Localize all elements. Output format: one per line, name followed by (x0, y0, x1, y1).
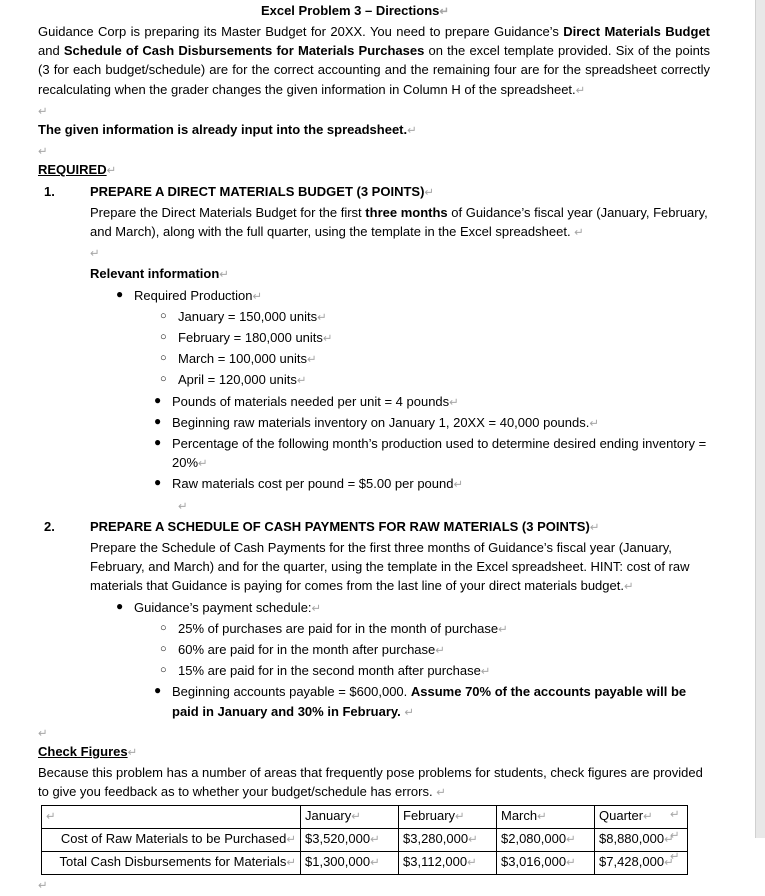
payment-term-month-after (38, 640, 710, 661)
payment-schedule-label: Guidance’s payment schedule: (134, 599, 312, 615)
paragraph-mark: ↵ (498, 623, 508, 636)
requirement-2-heading-text: PREPARE A SCHEDULE OF CASH PAYMENTS FOR RAW MATERIALS (3 POINTS) (90, 518, 590, 534)
paragraph-mark: ↵ (664, 833, 674, 846)
table-header-march-text: March (501, 807, 538, 823)
given-information-note (38, 120, 710, 141)
paragraph-mark: ↵ (436, 787, 446, 800)
accounts-payable-bold-text: Assume 70% of the accounts payable will be paid in January and 30% in February. (172, 684, 687, 719)
fact-cost-per-pound-text: Raw materials cost per pound = $5.00 per pound (172, 476, 454, 492)
check-figures-intro (38, 763, 710, 803)
fact-cost-per-pound (38, 474, 710, 495)
bullet-icon: ● (154, 683, 162, 698)
paragraph-mark: ↵ (453, 479, 464, 492)
bullet-icon: ● (154, 392, 162, 407)
paragraph-mark: ↵ (449, 396, 459, 409)
requirement-1-body-a: Prepare the Direct Materials Budget for the first (90, 204, 366, 220)
cell-cost-january-value: $3,520,000 (305, 830, 371, 846)
page-title-text: Excel Problem 3 – Directions (260, 3, 440, 18)
hollow-bullet-icon: ○ (160, 331, 167, 344)
intro-text-c: and (38, 43, 64, 59)
row-label-cost-of-raw-materials (42, 828, 301, 851)
blank-line (38, 723, 710, 742)
row-label-disbursements-text: Total Cash Disbursements for Materials (59, 853, 287, 869)
cell-cost-january (301, 828, 399, 851)
production-february-text: February = 180,000 units (178, 330, 323, 346)
paragraph-mark: ↵ (670, 808, 680, 821)
paragraph-mark: ↵ (286, 856, 296, 869)
payment-term-3-text: 15% are paid for in the second month after purchase (178, 663, 481, 679)
requirement-1-heading (38, 182, 710, 203)
row-label-cost-text: Cost of Raw Materials to be Purchased (60, 830, 287, 846)
production-item-january (38, 307, 710, 328)
hollow-bullet-icon: ○ (160, 309, 167, 322)
cell-cost-march (497, 828, 595, 851)
paragraph-mark: ↵ (480, 666, 491, 679)
required-heading (38, 160, 710, 181)
blank-line (38, 496, 710, 517)
table-header-march (497, 805, 595, 828)
paragraph-mark: ↵ (252, 290, 263, 303)
paragraph-mark: ↵ (46, 810, 56, 823)
blank-line (38, 101, 710, 120)
fact-ending-inventory-percent (38, 434, 710, 474)
cell-cost-february-value: $3,280,000 (403, 830, 469, 846)
paragraph-mark: ↵ (664, 856, 674, 869)
requirement-1-heading-text: PREPARE A DIRECT MATERIALS BUDGET (3 POINTS) (90, 183, 425, 199)
paragraph-mark: ↵ (670, 850, 680, 863)
paragraph-mark: ↵ (566, 856, 576, 869)
hollow-bullet-icon: ○ (160, 621, 167, 634)
paragraph-mark: ↵ (38, 727, 48, 740)
paragraph-mark: ↵ (566, 833, 576, 846)
blank-line (38, 243, 710, 264)
fact-ending-inventory-percent-text: Percentage of the following month’s production used to determine desired ending inventory = 20% (172, 436, 707, 471)
fact-pounds-per-unit (38, 392, 710, 413)
intro-text-a: Guidance Corp is preparing its Master Budget for 20XX. You need to prepare Guidance’s (38, 24, 564, 39)
bullet-icon: ● (116, 598, 124, 613)
paragraph-mark: ↵ (38, 146, 48, 159)
table-header-february-text: February (403, 807, 456, 823)
table-row (42, 828, 688, 851)
table-header-january-text: January (305, 807, 352, 823)
paragraph-mark: ↵ (106, 165, 117, 178)
paragraph-mark: ↵ (219, 269, 229, 282)
paragraph-mark: ↵ (670, 829, 680, 842)
intro-paragraph (38, 22, 710, 101)
row-label-total-cash-disbursements (42, 851, 301, 874)
requirement-2-number: 2. (44, 518, 55, 534)
hollow-bullet-icon: ○ (160, 373, 167, 386)
production-april-text: April = 120,000 units (178, 372, 297, 388)
intro-bold-direct-materials-budget: Direct Materials Budget (563, 24, 710, 39)
paragraph-mark: ↵ (317, 311, 327, 324)
requirement-2-body-text: Prepare the Schedule of Cash Payments for the first three months of Guidance’s fiscal year (January, February, and March) and for the quarter, using the template in the Excel spreadsheet. HINT: cost of raw materials that Guidance is paying for comes from the last line of your direct materials budget. (90, 540, 690, 594)
requirement-2-body (38, 538, 710, 598)
paragraph-mark: ↵ (407, 125, 417, 137)
paragraph-mark: ↵ (127, 747, 138, 760)
production-item-april (38, 370, 710, 391)
paragraph-mark: ↵ (574, 227, 584, 239)
required-heading-text: REQUIRED (38, 162, 107, 178)
paragraph-mark: ↵ (370, 833, 380, 846)
required-production-bullet (38, 286, 710, 307)
cell-cash-march (497, 851, 595, 874)
requirement-1-body-c: of Guidance’s fiscal year (January, February, and March), along with the full quarter, using the template in the Excel spreadsheet. (90, 204, 708, 239)
payment-term-second-month-after (38, 661, 710, 682)
production-item-february (38, 328, 710, 349)
paragraph-mark: ↵ (589, 521, 600, 534)
paragraph-mark: ↵ (439, 6, 450, 18)
cell-cash-january (301, 851, 399, 874)
cell-cash-quarter-value: $7,428,000 (599, 853, 665, 869)
given-information-text: The given information is already input into the spreadsheet. (38, 122, 408, 137)
payment-schedule-bullet (38, 598, 710, 619)
check-figures-heading-text: Check Figures (38, 744, 128, 760)
paragraph-mark: ↵ (370, 856, 380, 869)
paragraph-mark: ↵ (623, 581, 634, 594)
fact-beginning-inventory (38, 413, 710, 434)
relevant-information-text: Relevant information (90, 266, 220, 282)
paragraph-mark: ↵ (322, 333, 333, 346)
blank-line (38, 141, 710, 160)
bullet-icon: ● (154, 413, 162, 428)
table-header-january (301, 805, 399, 828)
paragraph-mark: ↵ (311, 602, 322, 615)
paragraph-mark: ↵ (468, 833, 478, 846)
paragraph-mark: ↵ (424, 186, 435, 199)
fact-beginning-inventory-text: Beginning raw materials inventory on January 1, 20XX = 40,000 pounds. (172, 414, 590, 430)
beginning-accounts-payable (38, 682, 710, 722)
paragraph-mark: ↵ (537, 810, 547, 823)
table-header-quarter-text: Quarter (599, 807, 644, 823)
paragraph-mark: ↵ (643, 810, 653, 823)
check-figures-heading (38, 742, 710, 763)
cell-cash-february (399, 851, 497, 874)
production-item-march (38, 349, 710, 370)
paragraph-mark: ↵ (38, 879, 48, 892)
requirement-1-bold-three-months: three months (365, 204, 448, 220)
hollow-bullet-icon: ○ (160, 664, 167, 677)
check-figures-table-wrapper (38, 805, 710, 875)
cell-cash-january-value: $1,300,000 (305, 853, 371, 869)
paragraph-mark: ↵ (178, 500, 188, 513)
hollow-bullet-icon: ○ (160, 643, 167, 656)
table-row (42, 851, 688, 874)
payment-term-2-text: 60% are paid for in the month after purchase (178, 642, 436, 658)
payment-term-month-of-purchase (38, 619, 710, 640)
requirement-2-heading (38, 517, 710, 538)
bullet-icon: ● (154, 475, 162, 490)
paragraph-mark: ↵ (404, 706, 415, 719)
document-content (38, 2, 710, 896)
table-header-february (399, 805, 497, 828)
intro-bold-schedule-cash-disbursements: Schedule of Cash Disbursements for Materials Purchases (63, 43, 425, 59)
paragraph-mark: ↵ (38, 105, 48, 118)
table-header-row (42, 805, 688, 828)
required-production-label: Required Production (134, 287, 253, 303)
paragraph-mark: ↵ (467, 856, 477, 869)
paragraph-mark: ↵ (575, 84, 586, 97)
accounts-payable-plain-text: Beginning accounts payable = $600,000. (172, 684, 411, 700)
paragraph-mark: ↵ (351, 810, 361, 823)
hollow-bullet-icon: ○ (160, 352, 167, 365)
intro-text-d: on the excel template provided. Six of the points (3 for each budget/schedule) are for the correct accounting and the remaining four are for the spreadsheet correctly recalculating when the grader changes the given information in Column H of the spreadsheet. (38, 43, 710, 97)
cell-cash-february-value: $3,112,000 (403, 853, 468, 869)
paragraph-mark: ↵ (198, 458, 208, 471)
cell-cost-february (399, 828, 497, 851)
cell-cash-march-value: $3,016,000 (501, 853, 567, 869)
cell-cost-quarter-value: $8,880,000 (599, 830, 665, 846)
paragraph-mark: ↵ (589, 417, 599, 430)
paragraph-mark: ↵ (435, 645, 445, 658)
paragraph-mark: ↵ (90, 248, 100, 261)
requirement-1-body (38, 203, 710, 243)
paragraph-mark: ↵ (455, 810, 465, 823)
payment-term-1-text: 25% of purchases are paid for in the month of purchase (178, 620, 499, 636)
requirement-1-number: 1. (44, 183, 55, 199)
page-right-edge (755, 0, 765, 838)
paragraph-mark: ↵ (307, 354, 317, 367)
paragraph-mark: ↵ (296, 375, 307, 388)
table-header-blank (42, 805, 301, 828)
cell-cost-march-value: $2,080,000 (501, 830, 567, 846)
page-title (38, 2, 710, 21)
check-figures-table (41, 805, 688, 875)
bullet-icon: ● (154, 435, 162, 450)
trailing-blank-line (38, 875, 710, 896)
bullet-icon: ● (116, 286, 124, 301)
check-figures-intro-text: Because this problem has a number of areas that frequently pose problems for students, check figures are provided to give you feedback as to whether your budget/schedule has errors. (38, 765, 703, 800)
paragraph-mark: ↵ (286, 833, 296, 846)
production-january-text: January = 150,000 units (178, 308, 318, 324)
fact-pounds-per-unit-text: Pounds of materials needed per unit = 4 pounds (172, 393, 450, 409)
relevant-information-heading (38, 264, 710, 285)
production-march-text: March = 100,000 units (178, 351, 307, 367)
